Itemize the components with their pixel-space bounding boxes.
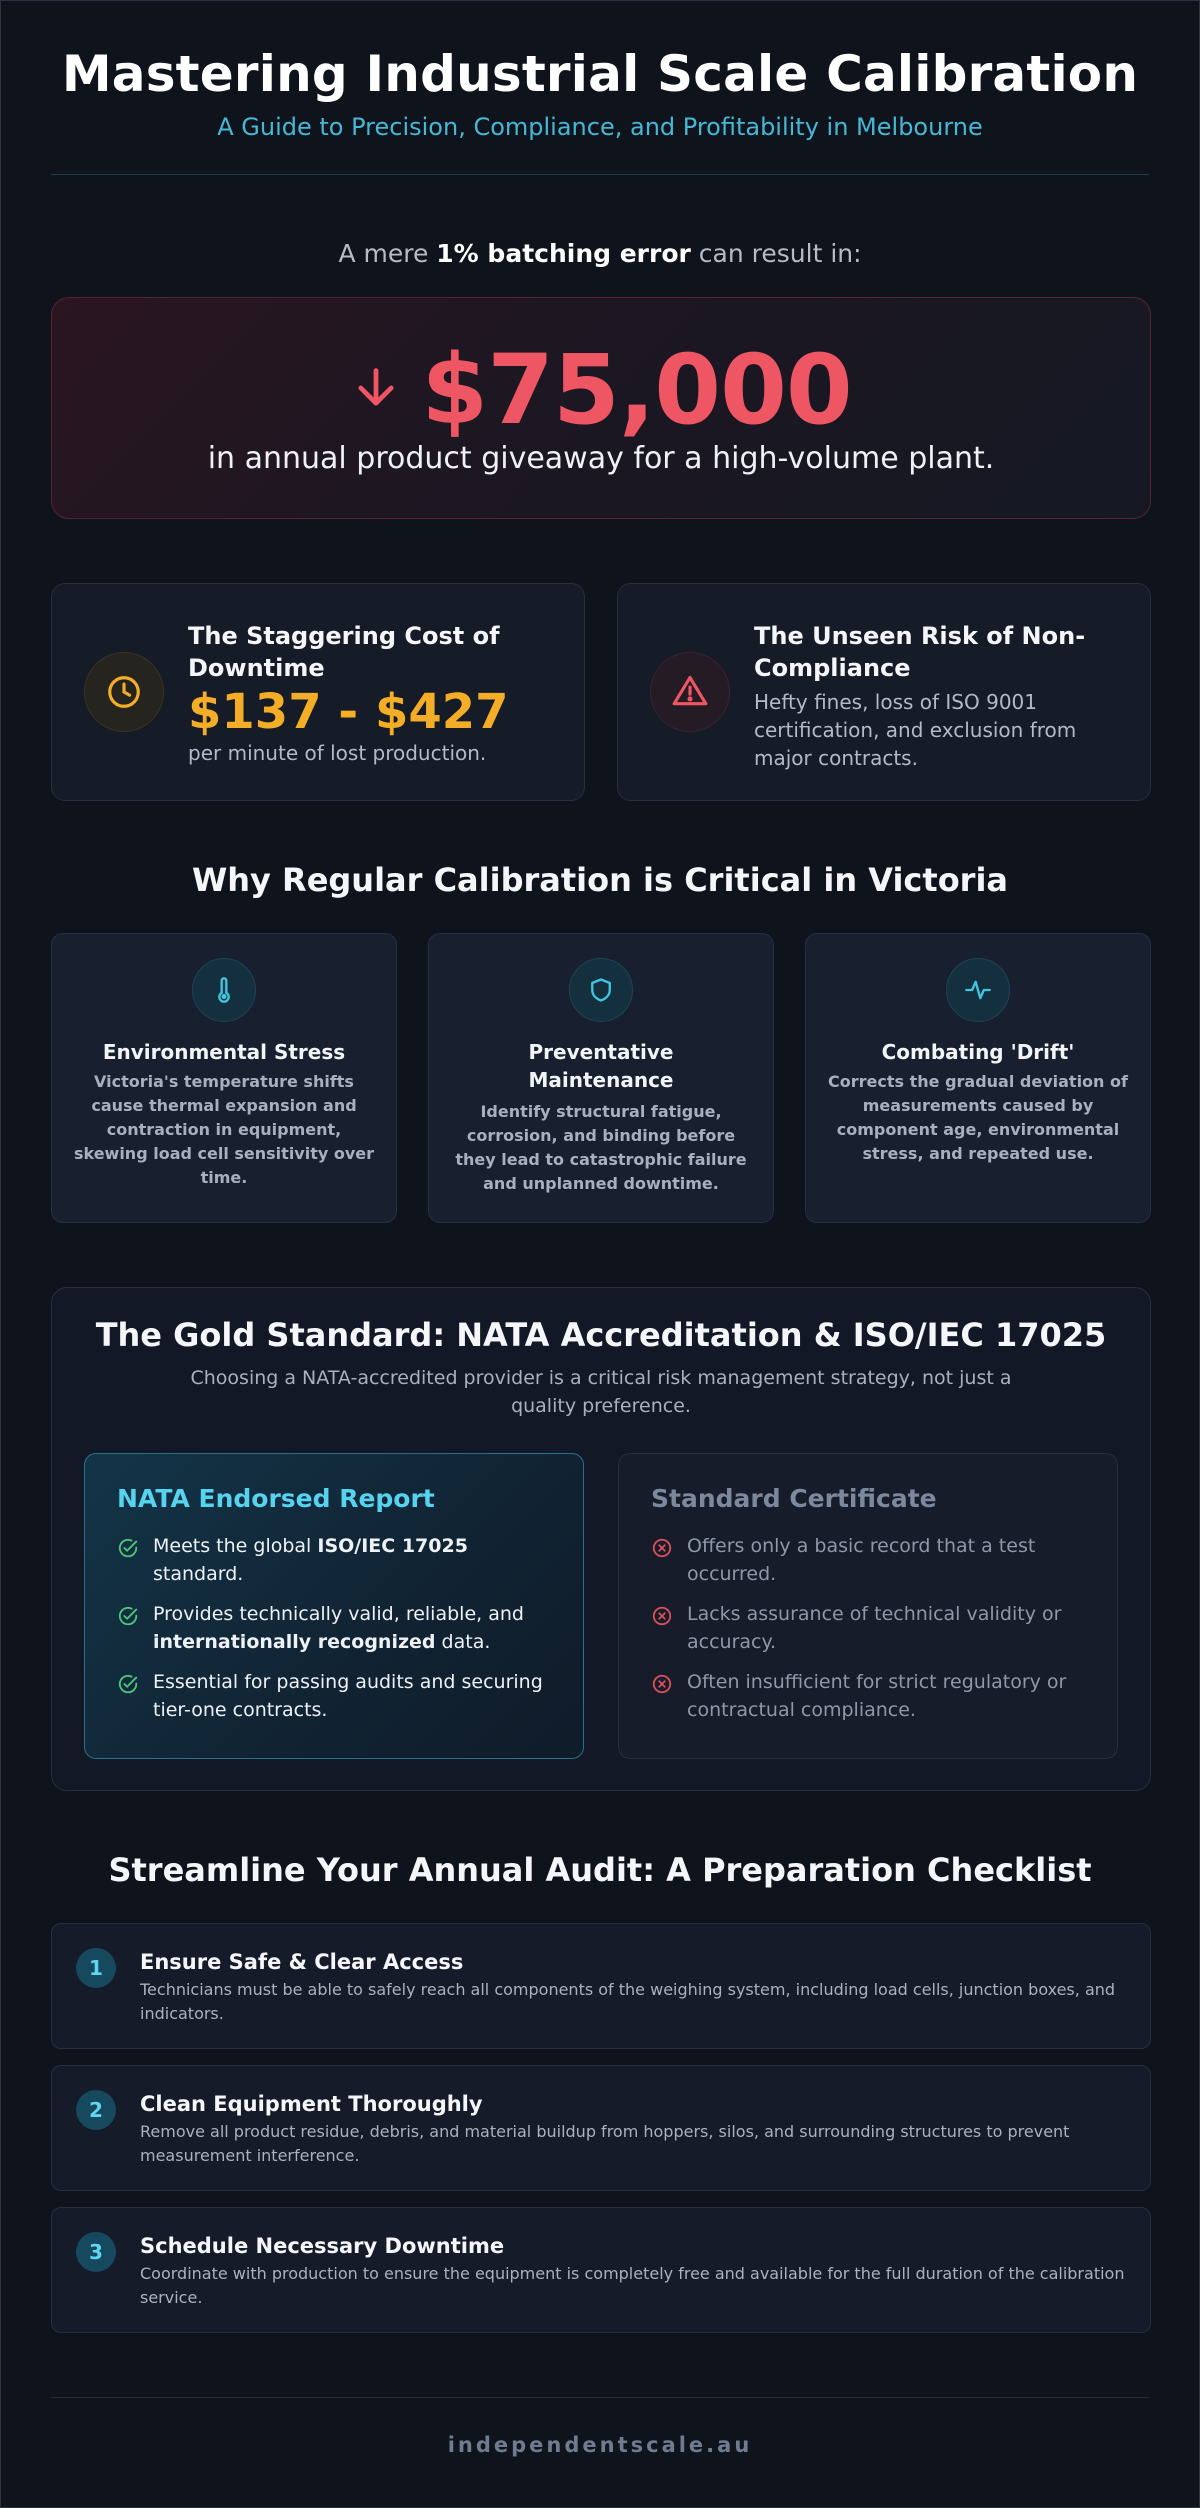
clock-icon xyxy=(84,652,164,732)
lead-suffix: can result in: xyxy=(690,239,862,268)
check-circle-icon xyxy=(117,1605,139,1627)
panel-heading: Standard Certificate xyxy=(651,1484,937,1513)
reason-description: Identify structural fatigue, corrosion, and binding before they lead to catastrophic failure and unplanned downtime. xyxy=(455,1102,747,1193)
header xyxy=(1,1,1199,141)
card-title: The Staggering Cost of Downtime xyxy=(188,622,500,682)
drawback-item: Lacks assurance of technical validity or accuracy. xyxy=(651,1600,1093,1656)
footer-site-name: independentscale.au xyxy=(447,2433,753,2457)
nata-report-panel xyxy=(84,1453,584,1759)
reason-card-drift xyxy=(805,933,1151,1223)
reason-card-maintenance xyxy=(428,933,774,1223)
panel-heading: NATA Endorsed Report xyxy=(117,1484,435,1513)
thermometer-icon xyxy=(192,958,256,1022)
check-circle-icon xyxy=(117,1673,139,1695)
card-note: per minute of lost production. xyxy=(188,741,487,765)
drawback-item: Often insufficient for strict regulatory or contractual compliance. xyxy=(651,1668,1093,1724)
reason-description: Corrects the gradual deviation of measurements caused by component age, environmental stress, and repeated use. xyxy=(828,1072,1128,1163)
section-title-checklist: Streamline Your Annual Audit: A Preparation Checklist xyxy=(108,1851,1092,1889)
step-title: Schedule Necessary Downtime xyxy=(140,2234,505,2258)
standard-certificate-panel xyxy=(618,1453,1118,1759)
lead-prefix: A mere xyxy=(338,239,437,268)
checklist-step xyxy=(51,2207,1151,2333)
step-number: 2 xyxy=(76,2090,116,2130)
reason-title: Preventative Maintenance xyxy=(528,1040,674,1092)
section-title-why: Why Regular Calibration is Critical in Victoria xyxy=(191,861,1009,899)
page-subtitle: A Guide to Precision, Compliance, and Profitability in Melbourne xyxy=(217,113,983,141)
compliance-risk-card xyxy=(617,583,1151,801)
section-title-gold: The Gold Standard: NATA Accreditation & ISO/IEC 17025 xyxy=(95,1316,1107,1354)
gold-standard-section xyxy=(51,1287,1151,1791)
lead-bold: 1% batching error xyxy=(436,239,691,268)
divider xyxy=(51,2397,1149,2398)
step-description: Coordinate with production to ensure the equipment is completely free and available for the full duration of the calibration service. xyxy=(140,2264,1125,2307)
hero-amount: $75,000 xyxy=(421,334,852,446)
reason-card-environmental xyxy=(51,933,397,1223)
x-circle-icon xyxy=(651,1673,673,1695)
x-circle-icon xyxy=(651,1605,673,1627)
check-circle-icon xyxy=(117,1537,139,1559)
step-number: 1 xyxy=(76,1948,116,1988)
step-number: 3 xyxy=(76,2232,116,2272)
benefit-list xyxy=(117,1532,559,1736)
step-title: Ensure Safe & Clear Access xyxy=(140,1950,464,1974)
benefit-item: Essential for passing audits and securing tier-one contracts. xyxy=(117,1668,559,1724)
hero-description: in annual product giveaway for a high-volume plant. xyxy=(207,441,995,476)
benefit-item: Meets the global ISO/IEC 17025 standard. xyxy=(117,1532,559,1588)
pulse-icon xyxy=(946,958,1010,1022)
checklist-step xyxy=(51,2065,1151,2191)
hero-stat-card xyxy=(51,297,1151,519)
reason-title: Combating 'Drift' xyxy=(881,1040,1075,1064)
x-circle-icon xyxy=(651,1537,673,1559)
warning-triangle-icon xyxy=(650,652,730,732)
arrow-down-icon xyxy=(350,362,402,418)
reason-title: Environmental Stress xyxy=(102,1040,346,1064)
shield-icon xyxy=(569,958,633,1022)
card-description: Hefty fines, loss of ISO 9001 certification, and exclusion from major contracts. xyxy=(754,690,1077,770)
drawback-item: Offers only a basic record that a test occurred. xyxy=(651,1532,1093,1588)
downtime-cost-card xyxy=(51,583,585,801)
benefit-item: Provides technically valid, reliable, and internationally recognized data. xyxy=(117,1600,559,1656)
divider xyxy=(51,174,1149,175)
checklist-step xyxy=(51,1923,1151,2049)
downtime-cost-value: $137 - $427 xyxy=(188,684,509,740)
step-description: Technicians must be able to safely reach all components of the weighing system, including load cells, junction boxes, and indicators. xyxy=(140,1980,1116,2023)
card-title: The Unseen Risk of Non-Compliance xyxy=(754,622,1086,682)
section-subtitle-gold: Choosing a NATA-accredited provider is a critical risk management strategy, not just a quality preference. xyxy=(190,1367,1012,1417)
step-title: Clean Equipment Thoroughly xyxy=(140,2092,483,2116)
page-title: Mastering Industrial Scale Calibration xyxy=(61,45,1139,103)
drawback-list xyxy=(651,1532,1093,1736)
lead-text xyxy=(1,239,1199,268)
reason-description: Victoria's temperature shifts cause thermal expansion and contraction in equipment, skewing load cell sensitivity over time. xyxy=(73,1072,375,1187)
step-description: Remove all product residue, debris, and material buildup from hoppers, silos, and surrounding structures to prevent measurement interference. xyxy=(140,2122,1070,2165)
